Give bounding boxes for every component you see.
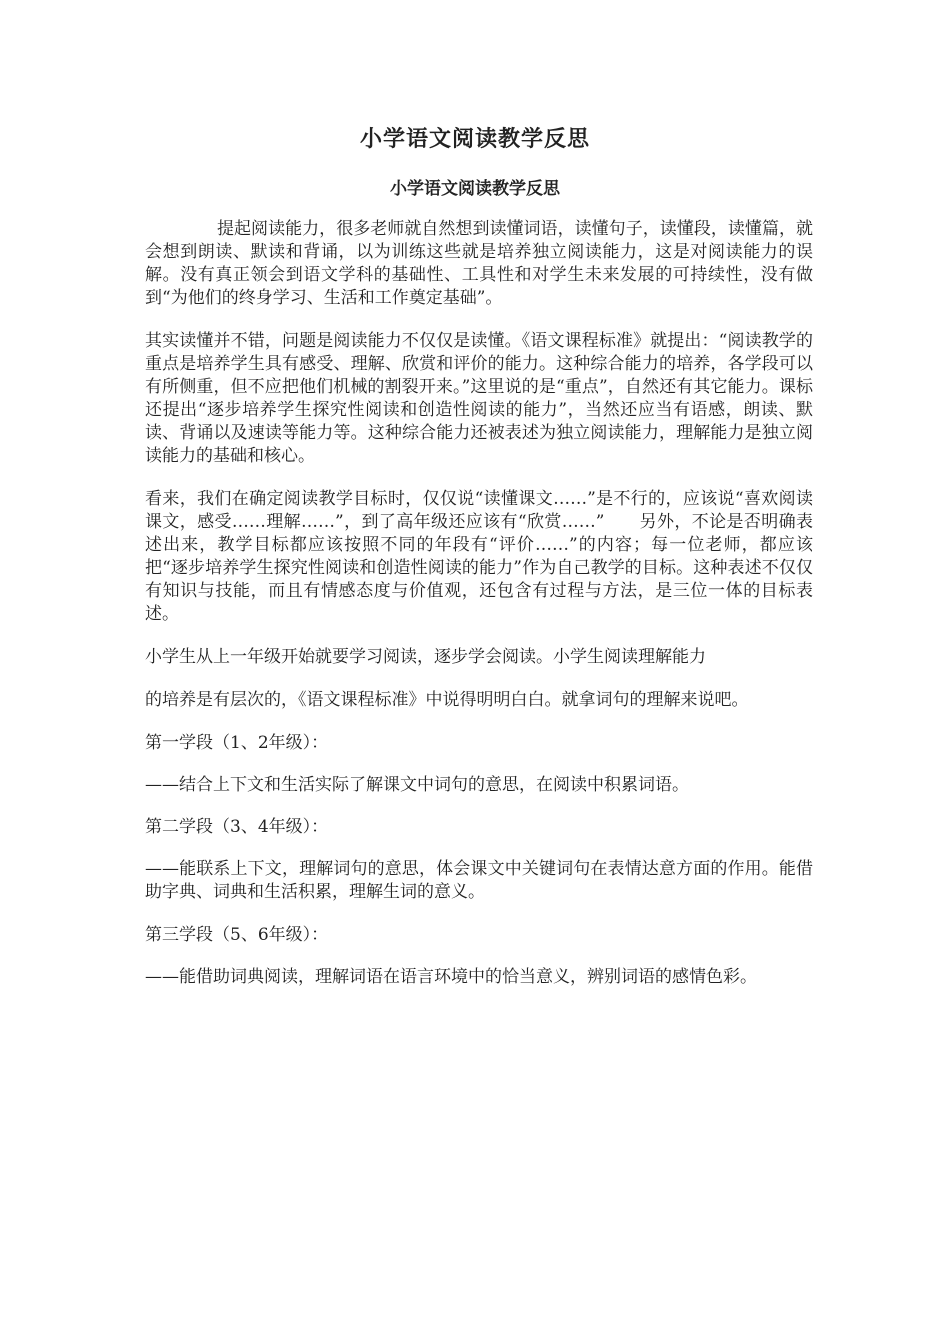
document-body bbox=[145, 218, 813, 1009]
paragraph: 小学生从上一年级开始就要学习阅读，逐步学会阅读。小学生阅读理解能力 bbox=[145, 647, 706, 667]
document-subtitle: 小学语文阅读教学反思 bbox=[390, 179, 560, 199]
paragraph: 的培养是有层次的，《语文课程标准》中说得明明白白。就拿词句的理解来说吧。 bbox=[145, 690, 749, 710]
paragraph: 其实读懂并不错，问题是阅读能力不仅仅是读懂。《语文课程标准》就提出：“阅读教学的重点是培养学生具有感受、理解、欣赏和评价的能力。这种综合能力的培养，各学段可以有所侧重，但不应把他们机械的割裂开来。”这里说的是“重点”，自然还有其它能力。课标还提出“逐步培养学生探究性阅读和创造性阅读的能力”，当然还应当有语感，朗读、默读、背诵以及速读等能力等。这种综合能力还被表述为独立阅读能力，理解能力是独立阅读能力的基础和核心。 bbox=[145, 331, 813, 466]
section-heading: 第二学段（3、4年级）： bbox=[145, 817, 329, 837]
paragraph: ——能联系上下文，理解词句的意思，体会课文中关键词句在表情达意方面的作用。能借助字典、词典和生活积累，理解生词的意义。 bbox=[145, 859, 813, 902]
paragraph: 看来，我们在确定阅读教学目标时，仅仅说“读懂课文……”是不行的，应该说“喜欢阅读课文，感受……理解……”，到了高年级还应该有“欣赏……” 另外，不论是否明确表述出来，教学目标都应该按照不同的年段有“评价……”的内容；每一位老师，都应该把“逐步培养学生探究性阅读和创造性阅读的能力”作为自己教学的目标。这种表述不仅仅有知识与技能，而且有情感态度与价值观，还包含有过程与方法，是三位一体的目标表述。 bbox=[145, 489, 813, 624]
document-title: 小学语文阅读教学反思 bbox=[359, 126, 590, 152]
section-heading: 第一学段（1、2年级）： bbox=[145, 733, 329, 753]
paragraph: ——能借助词典阅读，理解词语在语言环境中的恰当意义，辨别词语的感情色彩。 bbox=[145, 967, 757, 987]
paragraph: 提起阅读能力，很多老师就自然想到读懂词语，读懂句子，读懂段，读懂篇，就会想到朗读、默读和背诵，以为训练这些就是培养独立阅读能力，这是对阅读能力的误解。没有真正领会到语文学科的基础性、工具性和对学生未来发展的可持续性，没有做到“为他们的终身学习、生活和工作奠定基础”。 bbox=[145, 219, 813, 308]
section-heading: 第三学段（5、6年级）： bbox=[145, 925, 329, 945]
paragraph: ——结合上下文和生活实际了解课文中词句的意思，在阅读中积累词语。 bbox=[145, 775, 689, 795]
